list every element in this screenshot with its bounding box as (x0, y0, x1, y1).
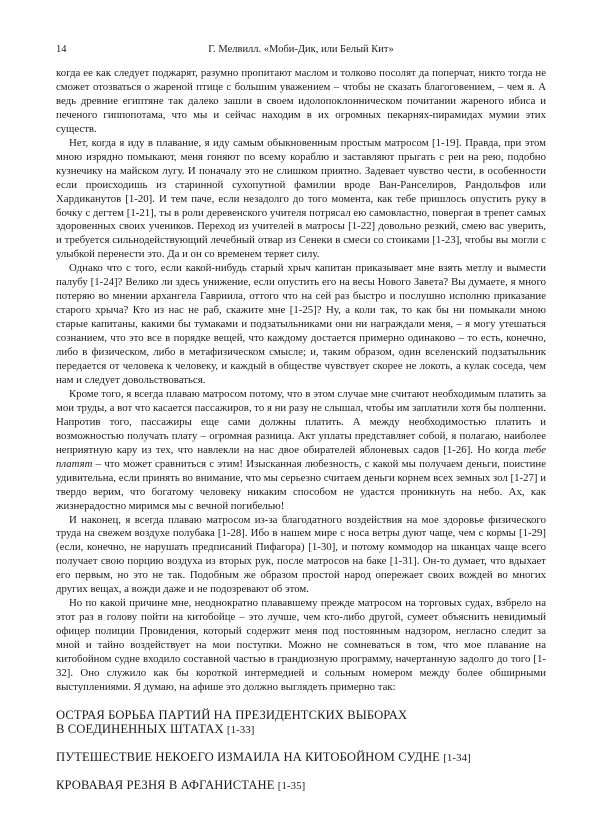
paragraph-5: И наконец, я всегда плаваю матросом из-за благодатного воздействия на мое здоровье физического труда на свежем воздухе полубака [1-28]. Ибо в нашем мире с носа ветры дуют чаще, чем с кормы [1-29] (если, конечно, не нарушать предписаний Пифагора) [1-30], и потому коммодор на шканцах чаще всего получает свою порцию воздуха из вторых рук, после матросов на баке [1-31]. Он-то думает, что вдыхает его первым, но это не так. Подобным же образом простой народ опережает своих вождей во многих других вещах, а вожди даже и не подозревают об этом. (56, 513, 546, 596)
playbill-headline-2-line-1: ПУТЕШЕСТВИЕ НЕКОЕГО ИЗМАИЛА НА КИТОБОЙНОМ СУДНЕ (56, 750, 440, 765)
paragraph-2: Нет, когда я иду в плавание, я иду самым обыкновенным простым матросом [1-19]. Правда, при этом мною изрядно помыкают, меня гоняют по всему кораблю и заставляют прыгать с реи на рею, подобно кузнечику на майском лугу. И поначалу это не слишком приятно. Задевает чувство чести, в особенности если происходишь из старинной сухопутной фамилии вроде Ван-Ранселиров, Рандольфов или Хардиканутов [1-20]. И тем паче, если незадолго до того момента, как тебе пришлось опустить руку в бочку с дегтем [1-21], ты в роли деревенского учителя потрясал ею самовластно, повергая в трепет самых здоровенных своих учеников. Переход из учителей в матросы [1-22] довольно резкий, смею вас уверить, и требуется сильнодействующий лечебный отвар из Сенеки в смеси со стоиками [1-23], чтобы вы могли с улыбкой перенести это. Да и он со временем теряет силу. (56, 136, 546, 261)
running-head (56, 44, 546, 56)
paragraph-3: Однако что с того, если какой-нибудь старый хрыч капитан приказывает мне взять метлу и вымести палубу [1-24]? Велико ли здесь унижение, если опустить его на весы Нового Завета? Вы думаете, я много потеряю во мнении архангела Гавриила, оттого что на сей раз быстро и послушно исполню приказание старого хрыча? Кто из нас не раб, скажите мне [1-25]? Ну, а коли так, то как бы ни помыкали мною старые капитаны, какими бы тумаками и подзатыльниками они ни награждали меня, – я могу утешаться сознанием, что это все в порядке вещей, что каждому достается примерно одинаково – то есть, конечно, либо в физическом, либо в метафизическом смысле; и, таким образом, один вселенский подзатыльник передается от человека к человеку, и каждый в обществе чувствует скорее не локоть, а кулак соседа, чем нам и следует довольствоваться. (56, 262, 546, 386)
paragraph-6: Но по какой причине мне, неоднократно плававшему прежде матросом на торговых судах, взбрело на этот раз в голову пойти на китобойце – это лучше, чем кто-либо другой, сумеет объяснить невидимый офицер полиции Провидения, который содержит меня под постоянным надзором, негласно следит за мной и тайно воздействует на мои поступки. Можно не сомневаться в том, что мое плавание на китобойном судне входило составной частью в грандиозную программу, начертанную задолго до того [1-32]. Оно служило как бы короткой интермедией и сольным номером между более обширными выступлениями. Я думаю, на афише это должно выглядеть примерно так: (56, 597, 546, 693)
playbill-headline-3-ref: [1-35] (277, 779, 306, 792)
playbill-headline-2 (56, 750, 546, 766)
paragraph-1: когда ее как следует поджарят, разумно пропитают маслом и толково посолят да поперчат, никто тогда не сможет отозваться о жареной птице с большим уважением – чтобы не сказать благоговением, – чем я. А ведь древние египтяне так далеко зашли в своем идолопоклонническом почитании жареного ибиса и печеного гиппопотама, что мы и сейчас находим в их огромных пекарнях-пирамидах мумии этих существ. (56, 67, 546, 135)
running-title: Г. Мелвилл. «Моби-Дик, или Белый Кит» (208, 44, 394, 55)
playbill-headline-3 (56, 778, 546, 794)
paragraph-4-text-before: Кроме того, я всегда плаваю матросом потому, что в этом случае мне считают необходимым платить за мои труды, а вот что касается пассажиров, то я ни разу не слышал, чтобы им заплатили хотя бы полпенни. Напротив того, пассажиры еще сами должны платить. А между необходимостью платить и возможностью получать плату – огромная разница. Акт уплаты представляет собой, я полагаю, наиболее неприятную кару из тех, что навлекли на нас двое обирателей яблоневых садов [1-26]. Но когда (56, 387, 546, 456)
playbill-headline-1-line-1: ОСТРАЯ БОРЬБА ПАРТИЙ НА ПРЕЗИДЕНТСКИХ ВЫБОРАХ (56, 707, 408, 722)
paragraph-4 (56, 388, 546, 514)
paragraph-4-emphasis: тебе платят (56, 443, 546, 470)
playbill-headline-1-ref: [1-33] (226, 724, 255, 737)
playbill-headline-3-line-1: КРОВАВАЯ РЕЗНЯ В АФГАНИСТАНЕ (56, 777, 275, 792)
playbill-headline-2-ref: [1-34] (443, 752, 471, 765)
playbill-headline-1-line-2: В СОЕДИНЕННЫХ ШТАТАХ (56, 722, 224, 737)
page-number: 14 (56, 44, 67, 55)
paragraph-4-text-after: – что может сравниться с этим! Изысканная любезность, с какой мы получаем деньги, поистине удивительна, если принять во внимание, что мы серьезно считаем деньги корнем всех земных зол [1-27] и твердо верим, что богатому человеку никаким способом не удастся проникнуть на небо. Ах, как жизнерадостно миримся мы с вечной погибелью! (56, 457, 546, 512)
playbill-headline-1 (56, 708, 546, 738)
text-body (56, 67, 546, 793)
